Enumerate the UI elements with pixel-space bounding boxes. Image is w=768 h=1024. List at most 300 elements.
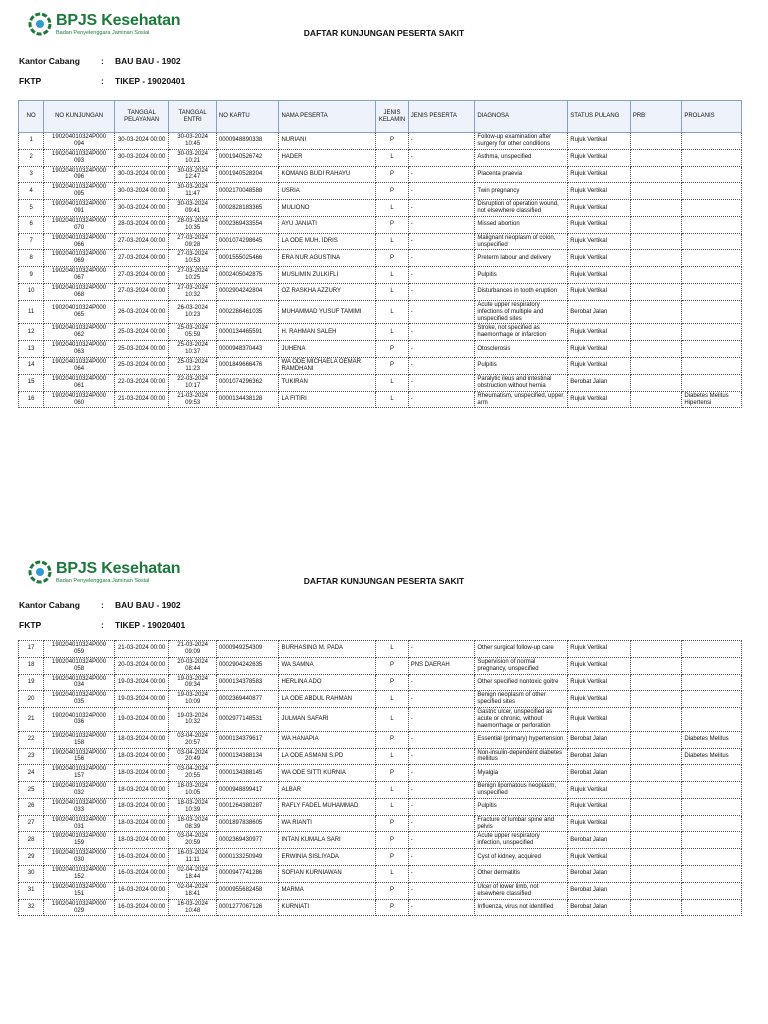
cell-diagnosa: Preterm labour and delivery — [475, 250, 568, 267]
cell-no-kartu: 0000949254309 — [216, 641, 279, 658]
cell-tanggal-pelayanan: 18-03-2024 00:00 — [114, 798, 169, 815]
cell-prolanis — [682, 815, 742, 832]
cell-jenis-peserta: - — [408, 200, 475, 217]
cell-jenis-peserta: PNS DAERAH — [408, 657, 475, 674]
cell-no: 26 — [19, 798, 44, 815]
cell-nama-peserta: OZ RASKHA AZZURY — [279, 284, 376, 301]
cell-prolanis — [682, 866, 742, 883]
cell-nama-peserta: WA ODE SITTI KURNIA — [279, 765, 376, 782]
cell-prolanis — [682, 250, 742, 267]
cell-diagnosa: Asthma, unspecified — [475, 149, 568, 166]
cell-jenis-kelamin: L — [376, 748, 408, 765]
cell-jenis-kelamin: P — [376, 341, 408, 358]
cell-tanggal-pelayanan: 30-03-2024 00:00 — [114, 149, 169, 166]
cell-prb — [630, 284, 681, 301]
cell-no-kunjungan: 190204010324P000 058 — [44, 657, 115, 674]
cell-jenis-peserta: - — [408, 782, 475, 799]
cell-status-pulang: Berobat Jalan — [568, 765, 631, 782]
cell-no-kunjungan: 190204010324P000 065 — [44, 300, 115, 324]
cell-no-kartu: 0000134379617 — [216, 731, 279, 748]
cell-tanggal-pelayanan: 27-03-2024 00:00 — [114, 267, 169, 284]
cell-status-pulang: Berobat Jalan — [568, 832, 631, 849]
fktp-label: FKTP — [19, 620, 42, 630]
cell-jenis-peserta: - — [408, 849, 475, 866]
cell-prolanis: Diabetes Melitus — [682, 748, 742, 765]
cell-tanggal-pelayanan: 16-03-2024 00:00 — [114, 866, 169, 883]
cell-no-kartu: 0001555025466 — [216, 250, 279, 267]
cell-prb — [630, 657, 681, 674]
cell-status-pulang: Berobat Jalan — [568, 882, 631, 899]
cell-tanggal-pelayanan: 25-03-2024 00:00 — [114, 341, 169, 358]
cell-jenis-peserta: - — [408, 166, 475, 183]
cell-tanggal-pelayanan: 25-03-2024 00:00 — [114, 358, 169, 375]
cell-tanggal-entri: 02-04-2024 18:41 — [169, 882, 216, 899]
cell-diagnosa: Acute upper respiratory infections of multiple and unspecified sites — [475, 300, 568, 324]
table-row — [19, 748, 742, 765]
cell-tanggal-pelayanan: 19-03-2024 00:00 — [114, 708, 169, 732]
cell-diagnosa: Otosclerosis — [475, 341, 568, 358]
cell-prb — [630, 300, 681, 324]
cell-no-kartu: 0002904242635 — [216, 657, 279, 674]
cell-no-kunjungan: 190204010324P000 060 — [44, 391, 115, 408]
cell-tanggal-pelayanan: 18-03-2024 00:00 — [114, 731, 169, 748]
cell-no: 29 — [19, 849, 44, 866]
cell-jenis-peserta: - — [408, 374, 475, 391]
cell-prolanis — [682, 798, 742, 815]
cell-tanggal-entri: 26-03-2024 10:23 — [169, 300, 216, 324]
col-header-nama-peserta: NAMA PESERTA — [279, 101, 376, 133]
cell-no-kartu: 0001849666476 — [216, 358, 279, 375]
cell-jenis-peserta: - — [408, 358, 475, 375]
cell-no-kunjungan: 190204010324P000 032 — [44, 782, 115, 799]
cell-status-pulang: Rujuk Vertikal — [568, 149, 631, 166]
cell-no-kartu: 0002369433554 — [216, 216, 279, 233]
document-title: DAFTAR KUNJUNGAN PESERTA SAKIT — [303, 28, 465, 38]
cell-diagnosa: Gastric ulcer, unspecified as acute or chronic, without haemorrhage or perforation — [475, 708, 568, 732]
cell-status-pulang: Rujuk Vertikal — [568, 641, 631, 658]
cell-tanggal-entri: 18-03-2024 10:05 — [169, 782, 216, 799]
cell-nama-peserta: LA ODE ASMANI S.PD — [279, 748, 376, 765]
cell-no-kartu: 0002904242804 — [216, 284, 279, 301]
cell-diagnosa: Other specified nontoxic goitre — [475, 674, 568, 691]
cell-nama-peserta: LA ODE MUH. IDRIS — [279, 233, 376, 250]
table-row — [19, 798, 742, 815]
cell-status-pulang: Rujuk Vertikal — [568, 798, 631, 815]
cell-no-kartu: 0000134378583 — [216, 674, 279, 691]
cell-nama-peserta: MARMA — [279, 882, 376, 899]
table-row — [19, 284, 742, 301]
cell-jenis-kelamin: P — [376, 657, 408, 674]
table-row — [19, 815, 742, 832]
cell-diagnosa: Other surgical follow-up care — [475, 641, 568, 658]
cell-jenis-kelamin: P — [376, 882, 408, 899]
cell-no-kunjungan: 190204010324P000 059 — [44, 641, 115, 658]
cell-status-pulang: Rujuk Vertikal — [568, 674, 631, 691]
cell-prolanis — [682, 233, 742, 250]
cell-no-kunjungan: 190204010324P000 036 — [44, 708, 115, 732]
cell-jenis-kelamin: L — [376, 691, 408, 708]
cell-prolanis: Diabetes Melitus — [682, 731, 742, 748]
table-row — [19, 899, 742, 916]
cell-diagnosa: Myalgia — [475, 765, 568, 782]
cell-tanggal-entri: 19-03-2024 09:34 — [169, 674, 216, 691]
cell-no: 22 — [19, 731, 44, 748]
cell-jenis-kelamin: L — [376, 641, 408, 658]
cell-nama-peserta: JUHENA — [279, 341, 376, 358]
cell-jenis-peserta: - — [408, 882, 475, 899]
cell-status-pulang: Rujuk Vertikal — [568, 133, 631, 150]
cell-tanggal-entri: 03-04-2024 20:55 — [169, 765, 216, 782]
cell-tanggal-pelayanan: 18-03-2024 00:00 — [114, 748, 169, 765]
cell-diagnosa: Benign lipomatous neoplasm, unspecified — [475, 782, 568, 799]
cell-status-pulang: Rujuk Vertikal — [568, 708, 631, 732]
cell-diagnosa: Pulpitis — [475, 267, 568, 284]
cell-no-kartu: 0001277067126 — [216, 899, 279, 916]
table-row — [19, 765, 742, 782]
cell-no-kunjungan: 190204010324P000 035 — [44, 691, 115, 708]
cell-no: 28 — [19, 832, 44, 849]
cell-prb — [630, 731, 681, 748]
cell-diagnosa: Pulpitis — [475, 798, 568, 815]
cell-diagnosa: Fracture of lumbar spine and pelvis — [475, 815, 568, 832]
cell-status-pulang: Berobat Jalan — [568, 866, 631, 883]
fktp-value: TIKEP - 19020401 — [115, 76, 186, 86]
cell-status-pulang: Rujuk Vertikal — [568, 233, 631, 250]
cell-no-kartu: 0001074296362 — [216, 374, 279, 391]
cell-prb — [630, 324, 681, 341]
cell-tanggal-pelayanan: 30-03-2024 00:00 — [114, 200, 169, 217]
cell-jenis-peserta: - — [408, 324, 475, 341]
cell-diagnosa: Stroke, not specified as haemorrhage or infarction — [475, 324, 568, 341]
cell-jenis-peserta: - — [408, 341, 475, 358]
cell-jenis-peserta: - — [408, 731, 475, 748]
cell-prb — [630, 832, 681, 849]
col-header-no-kartu: NO KARTU — [216, 101, 279, 133]
cell-diagnosa: Other dermatitis — [475, 866, 568, 883]
col-header-diagnosa: DIAGNOSA — [475, 101, 568, 133]
cell-tanggal-entri: 03-04-2024 20:49 — [169, 748, 216, 765]
table-row — [19, 200, 742, 217]
cell-no: 8 — [19, 250, 44, 267]
cell-no: 31 — [19, 882, 44, 899]
cell-no-kunjungan: 190204010324P000 091 — [44, 200, 115, 217]
cell-tanggal-pelayanan: 27-03-2024 00:00 — [114, 233, 169, 250]
cell-tanggal-pelayanan: 16-03-2024 00:00 — [114, 849, 169, 866]
cell-prb — [630, 358, 681, 375]
cell-jenis-peserta: - — [408, 641, 475, 658]
table-row — [19, 149, 742, 166]
cell-nama-peserta: MUHAMMAD YUSUF TAMIMI — [279, 300, 376, 324]
cell-status-pulang: Rujuk Vertikal — [568, 200, 631, 217]
cell-no: 32 — [19, 899, 44, 916]
cell-tanggal-pelayanan: 18-03-2024 00:00 — [114, 815, 169, 832]
cell-tanggal-pelayanan: 16-03-2024 00:00 — [114, 882, 169, 899]
table-row — [19, 250, 742, 267]
cell-prb — [630, 183, 681, 200]
cell-no: 24 — [19, 765, 44, 782]
cell-no: 12 — [19, 324, 44, 341]
cell-jenis-kelamin: L — [376, 233, 408, 250]
cell-prb — [630, 341, 681, 358]
cell-jenis-kelamin: L — [376, 391, 408, 408]
cell-nama-peserta: HADER — [279, 149, 376, 166]
cell-tanggal-entri: 18-03-2024 08:39 — [169, 815, 216, 832]
cell-no-kunjungan: 190204010324P000 152 — [44, 866, 115, 883]
cell-prolanis — [682, 899, 742, 916]
cell-no: 14 — [19, 358, 44, 375]
col-header-tanggal-pelayanan: TANGGAL PELAYANAN — [114, 101, 169, 133]
cell-nama-peserta: USRIA — [279, 183, 376, 200]
table-row — [19, 731, 742, 748]
cell-no-kunjungan: 190204010324P000 157 — [44, 765, 115, 782]
table-row — [19, 782, 742, 799]
cell-prolanis — [682, 882, 742, 899]
cell-no-kartu: 0002977148531 — [216, 708, 279, 732]
table-row — [19, 133, 742, 150]
cell-no-kunjungan: 190204010324P000 159 — [44, 832, 115, 849]
cell-tanggal-entri: 25-03-2024 10:37 — [169, 341, 216, 358]
cell-prb — [630, 133, 681, 150]
cell-status-pulang: Rujuk Vertikal — [568, 166, 631, 183]
cell-nama-peserta: INTAN KUMALA SARI — [279, 832, 376, 849]
cell-jenis-peserta: - — [408, 133, 475, 150]
cell-diagnosa: Non-insulin-dependent diabetes mellitus — [475, 748, 568, 765]
cell-prb — [630, 798, 681, 815]
cell-jenis-peserta: - — [408, 233, 475, 250]
cell-prolanis — [682, 782, 742, 799]
cell-status-pulang: Rujuk Vertikal — [568, 267, 631, 284]
cell-nama-peserta: AYU JANIATI — [279, 216, 376, 233]
cell-prb — [630, 849, 681, 866]
fktp-colon: : — [101, 76, 104, 86]
cell-no-kunjungan: 190204010324P000 094 — [44, 133, 115, 150]
cell-jenis-kelamin: P — [376, 849, 408, 866]
cell-tanggal-entri: 16-03-2024 11:11 — [169, 849, 216, 866]
cell-prb — [630, 267, 681, 284]
cell-no-kunjungan: 190204010324P000 067 — [44, 267, 115, 284]
cell-tanggal-pelayanan: 19-03-2024 00:00 — [114, 691, 169, 708]
cell-diagnosa: Follow-up examination after surgery for other conditions — [475, 133, 568, 150]
cell-jenis-peserta: - — [408, 216, 475, 233]
cell-no-kartu: 0002405042875 — [216, 267, 279, 284]
cell-nama-peserta: WA SAMNA — [279, 657, 376, 674]
cell-jenis-kelamin: L — [376, 324, 408, 341]
cell-jenis-peserta: - — [408, 765, 475, 782]
table-row — [19, 166, 742, 183]
col-header-tanggal-entri: TANGGAL ENTRI — [169, 101, 216, 133]
cell-no-kartu: 0001074298645 — [216, 233, 279, 250]
cell-prb — [630, 166, 681, 183]
cell-prb — [630, 899, 681, 916]
cell-no-kartu: 0002170048588 — [216, 183, 279, 200]
cell-tanggal-entri: 20-03-2024 08:44 — [169, 657, 216, 674]
cell-prolanis — [682, 149, 742, 166]
col-header-no-kunjungan: NO KUNJUNGAN — [44, 101, 115, 133]
cell-status-pulang: Berobat Jalan — [568, 748, 631, 765]
cell-prolanis — [682, 324, 742, 341]
col-header-prb: PRB — [630, 101, 681, 133]
cell-no-kartu: 0000133250949 — [216, 849, 279, 866]
cell-prb — [630, 374, 681, 391]
cell-no: 1 — [19, 133, 44, 150]
cell-tanggal-entri: 30-03-2024 10:45 — [169, 133, 216, 150]
cell-no-kartu: 0001264380287 — [216, 798, 279, 815]
cell-jenis-kelamin: P — [376, 358, 408, 375]
document-title: DAFTAR KUNJUNGAN PESERTA SAKIT — [303, 576, 465, 586]
cell-nama-peserta: ERWINIA SISLIYADA — [279, 849, 376, 866]
cell-no: 6 — [19, 216, 44, 233]
cell-nama-peserta: MULIONO — [279, 200, 376, 217]
cell-status-pulang: Berobat Jalan — [568, 899, 631, 916]
cell-prb — [630, 765, 681, 782]
cell-status-pulang: Rujuk Vertikal — [568, 250, 631, 267]
cell-tanggal-pelayanan: 22-03-2024 00:00 — [114, 374, 169, 391]
table-row — [19, 882, 742, 899]
cell-prb — [630, 233, 681, 250]
cell-prolanis — [682, 133, 742, 150]
cell-no-kartu: 0002828183365 — [216, 200, 279, 217]
cell-no-kunjungan: 190204010324P000 070 — [44, 216, 115, 233]
cell-no-kartu: 0000948370443 — [216, 341, 279, 358]
cell-no-kunjungan: 190204010324P000 031 — [44, 815, 115, 832]
cell-jenis-kelamin: L — [376, 149, 408, 166]
cell-nama-peserta: H. RAHMAN SALEH — [279, 324, 376, 341]
cell-jenis-peserta: - — [408, 267, 475, 284]
cell-no-kunjungan: 190204010324P000 156 — [44, 748, 115, 765]
cell-no-kunjungan: 190204010324P000 064 — [44, 358, 115, 375]
cell-tanggal-pelayanan: 16-03-2024 00:00 — [114, 899, 169, 916]
cell-jenis-kelamin: L — [376, 284, 408, 301]
cell-nama-peserta: LA ODE ABDUL RAHMAN — [279, 691, 376, 708]
cell-jenis-kelamin: L — [376, 708, 408, 732]
cell-tanggal-entri: 30-03-2024 11:47 — [169, 183, 216, 200]
cell-status-pulang: Berobat Jalan — [568, 300, 631, 324]
cell-tanggal-pelayanan: 27-03-2024 00:00 — [114, 250, 169, 267]
cell-nama-peserta: SOFIAN KURNIAWAN — [279, 866, 376, 883]
cell-tanggal-entri: 21-03-2024 09:09 — [169, 641, 216, 658]
cell-no: 18 — [19, 657, 44, 674]
cell-tanggal-entri: 18-03-2024 10:39 — [169, 798, 216, 815]
cell-nama-peserta: TUKIRAN — [279, 374, 376, 391]
cell-no-kunjungan: 190204010324P000 068 — [44, 284, 115, 301]
table-row — [19, 267, 742, 284]
cell-tanggal-entri: 25-03-2024 05:59 — [169, 324, 216, 341]
cell-jenis-peserta: - — [408, 149, 475, 166]
cell-prolanis — [682, 832, 742, 849]
cell-jenis-peserta: - — [408, 708, 475, 732]
cell-nama-peserta: WA HANAPIA — [279, 731, 376, 748]
table-row — [19, 216, 742, 233]
cell-nama-peserta: WA ODE MICHAELA OEMAR RAMDHANI — [279, 358, 376, 375]
logo-tagline: Badan Penyelenggara Jaminan Sosial — [56, 30, 150, 36]
cell-no-kunjungan: 190204010324P000 033 — [44, 798, 115, 815]
cell-jenis-kelamin: P — [376, 166, 408, 183]
kantor-colon: : — [101, 600, 104, 610]
col-header-prolanis: PROLANIS — [682, 101, 742, 133]
cell-tanggal-pelayanan: 26-03-2024 00:00 — [114, 300, 169, 324]
cell-no: 5 — [19, 200, 44, 217]
cell-status-pulang: Rujuk Vertikal — [568, 782, 631, 799]
cell-no-kunjungan: 190204010324P000 069 — [44, 250, 115, 267]
cell-jenis-peserta: - — [408, 284, 475, 301]
cell-no-kunjungan: 190204010324P000 034 — [44, 674, 115, 691]
cell-tanggal-pelayanan: 21-03-2024 00:00 — [114, 391, 169, 408]
cell-tanggal-pelayanan: 30-03-2024 00:00 — [114, 183, 169, 200]
table-row — [19, 183, 742, 200]
cell-prolanis — [682, 708, 742, 732]
cell-nama-peserta: HERLINA ADO — [279, 674, 376, 691]
cell-prolanis — [682, 341, 742, 358]
cell-status-pulang: Rujuk Vertikal — [568, 657, 631, 674]
cell-tanggal-pelayanan: 18-03-2024 00:00 — [114, 782, 169, 799]
cell-tanggal-entri: 16-03-2024 10:48 — [169, 899, 216, 916]
table-row — [19, 832, 742, 849]
cell-status-pulang: Rujuk Vertikal — [568, 183, 631, 200]
cell-jenis-kelamin: P — [376, 815, 408, 832]
cell-no: 19 — [19, 674, 44, 691]
kantor-colon: : — [101, 56, 104, 66]
cell-no-kunjungan: 190204010324P000 061 — [44, 374, 115, 391]
col-header-jenis-peserta: JENIS PESERTA — [408, 101, 475, 133]
cell-prb — [630, 200, 681, 217]
cell-tanggal-entri: 02-04-2024 18:44 — [169, 866, 216, 883]
cell-no: 9 — [19, 267, 44, 284]
cell-prb — [630, 674, 681, 691]
cell-jenis-peserta: - — [408, 691, 475, 708]
cell-tanggal-pelayanan: 30-03-2024 00:00 — [114, 166, 169, 183]
cell-tanggal-pelayanan: 28-03-2024 00:00 — [114, 216, 169, 233]
cell-status-pulang: Rujuk Vertikal — [568, 341, 631, 358]
cell-no-kartu: 0002286461035 — [216, 300, 279, 324]
cell-diagnosa: Influenza, virus not identified — [475, 899, 568, 916]
table-row — [19, 708, 742, 732]
col-header-status-pulang: STATUS PULANG — [568, 101, 631, 133]
cell-jenis-kelamin: P — [376, 832, 408, 849]
cell-no-kartu: 0000948890338 — [216, 133, 279, 150]
cell-no: 2 — [19, 149, 44, 166]
fktp-label: FKTP — [19, 76, 42, 86]
cell-prolanis — [682, 641, 742, 658]
cell-prolanis — [682, 849, 742, 866]
cell-tanggal-entri: 19-03-2024 10:32 — [169, 708, 216, 732]
cell-no: 4 — [19, 183, 44, 200]
cell-no: 10 — [19, 284, 44, 301]
cell-no-kunjungan: 190204010324P000 096 — [44, 166, 115, 183]
cell-tanggal-entri: 19-03-2024 10:09 — [169, 691, 216, 708]
cell-jenis-kelamin: P — [376, 183, 408, 200]
cell-prb — [630, 708, 681, 732]
cell-diagnosa: Missed abortion — [475, 216, 568, 233]
cell-tanggal-pelayanan: 18-03-2024 00:00 — [114, 765, 169, 782]
cell-jenis-peserta: - — [408, 899, 475, 916]
cell-no-kartu: 0001940528204 — [216, 166, 279, 183]
cell-nama-peserta: RAFLY FADEL MUHAMMAD — [279, 798, 376, 815]
cell-diagnosa: Pulpitis — [475, 358, 568, 375]
cell-jenis-peserta: - — [408, 183, 475, 200]
cell-prolanis — [682, 765, 742, 782]
cell-prolanis — [682, 183, 742, 200]
cell-jenis-kelamin: L — [376, 866, 408, 883]
cell-prolanis — [682, 300, 742, 324]
cell-prb — [630, 216, 681, 233]
cell-prolanis — [682, 166, 742, 183]
table-row — [19, 691, 742, 708]
cell-prolanis — [682, 200, 742, 217]
cell-prb — [630, 691, 681, 708]
table-row — [19, 849, 742, 866]
cell-jenis-kelamin: P — [376, 731, 408, 748]
cell-no-kunjungan: 190204010324P000 151 — [44, 882, 115, 899]
